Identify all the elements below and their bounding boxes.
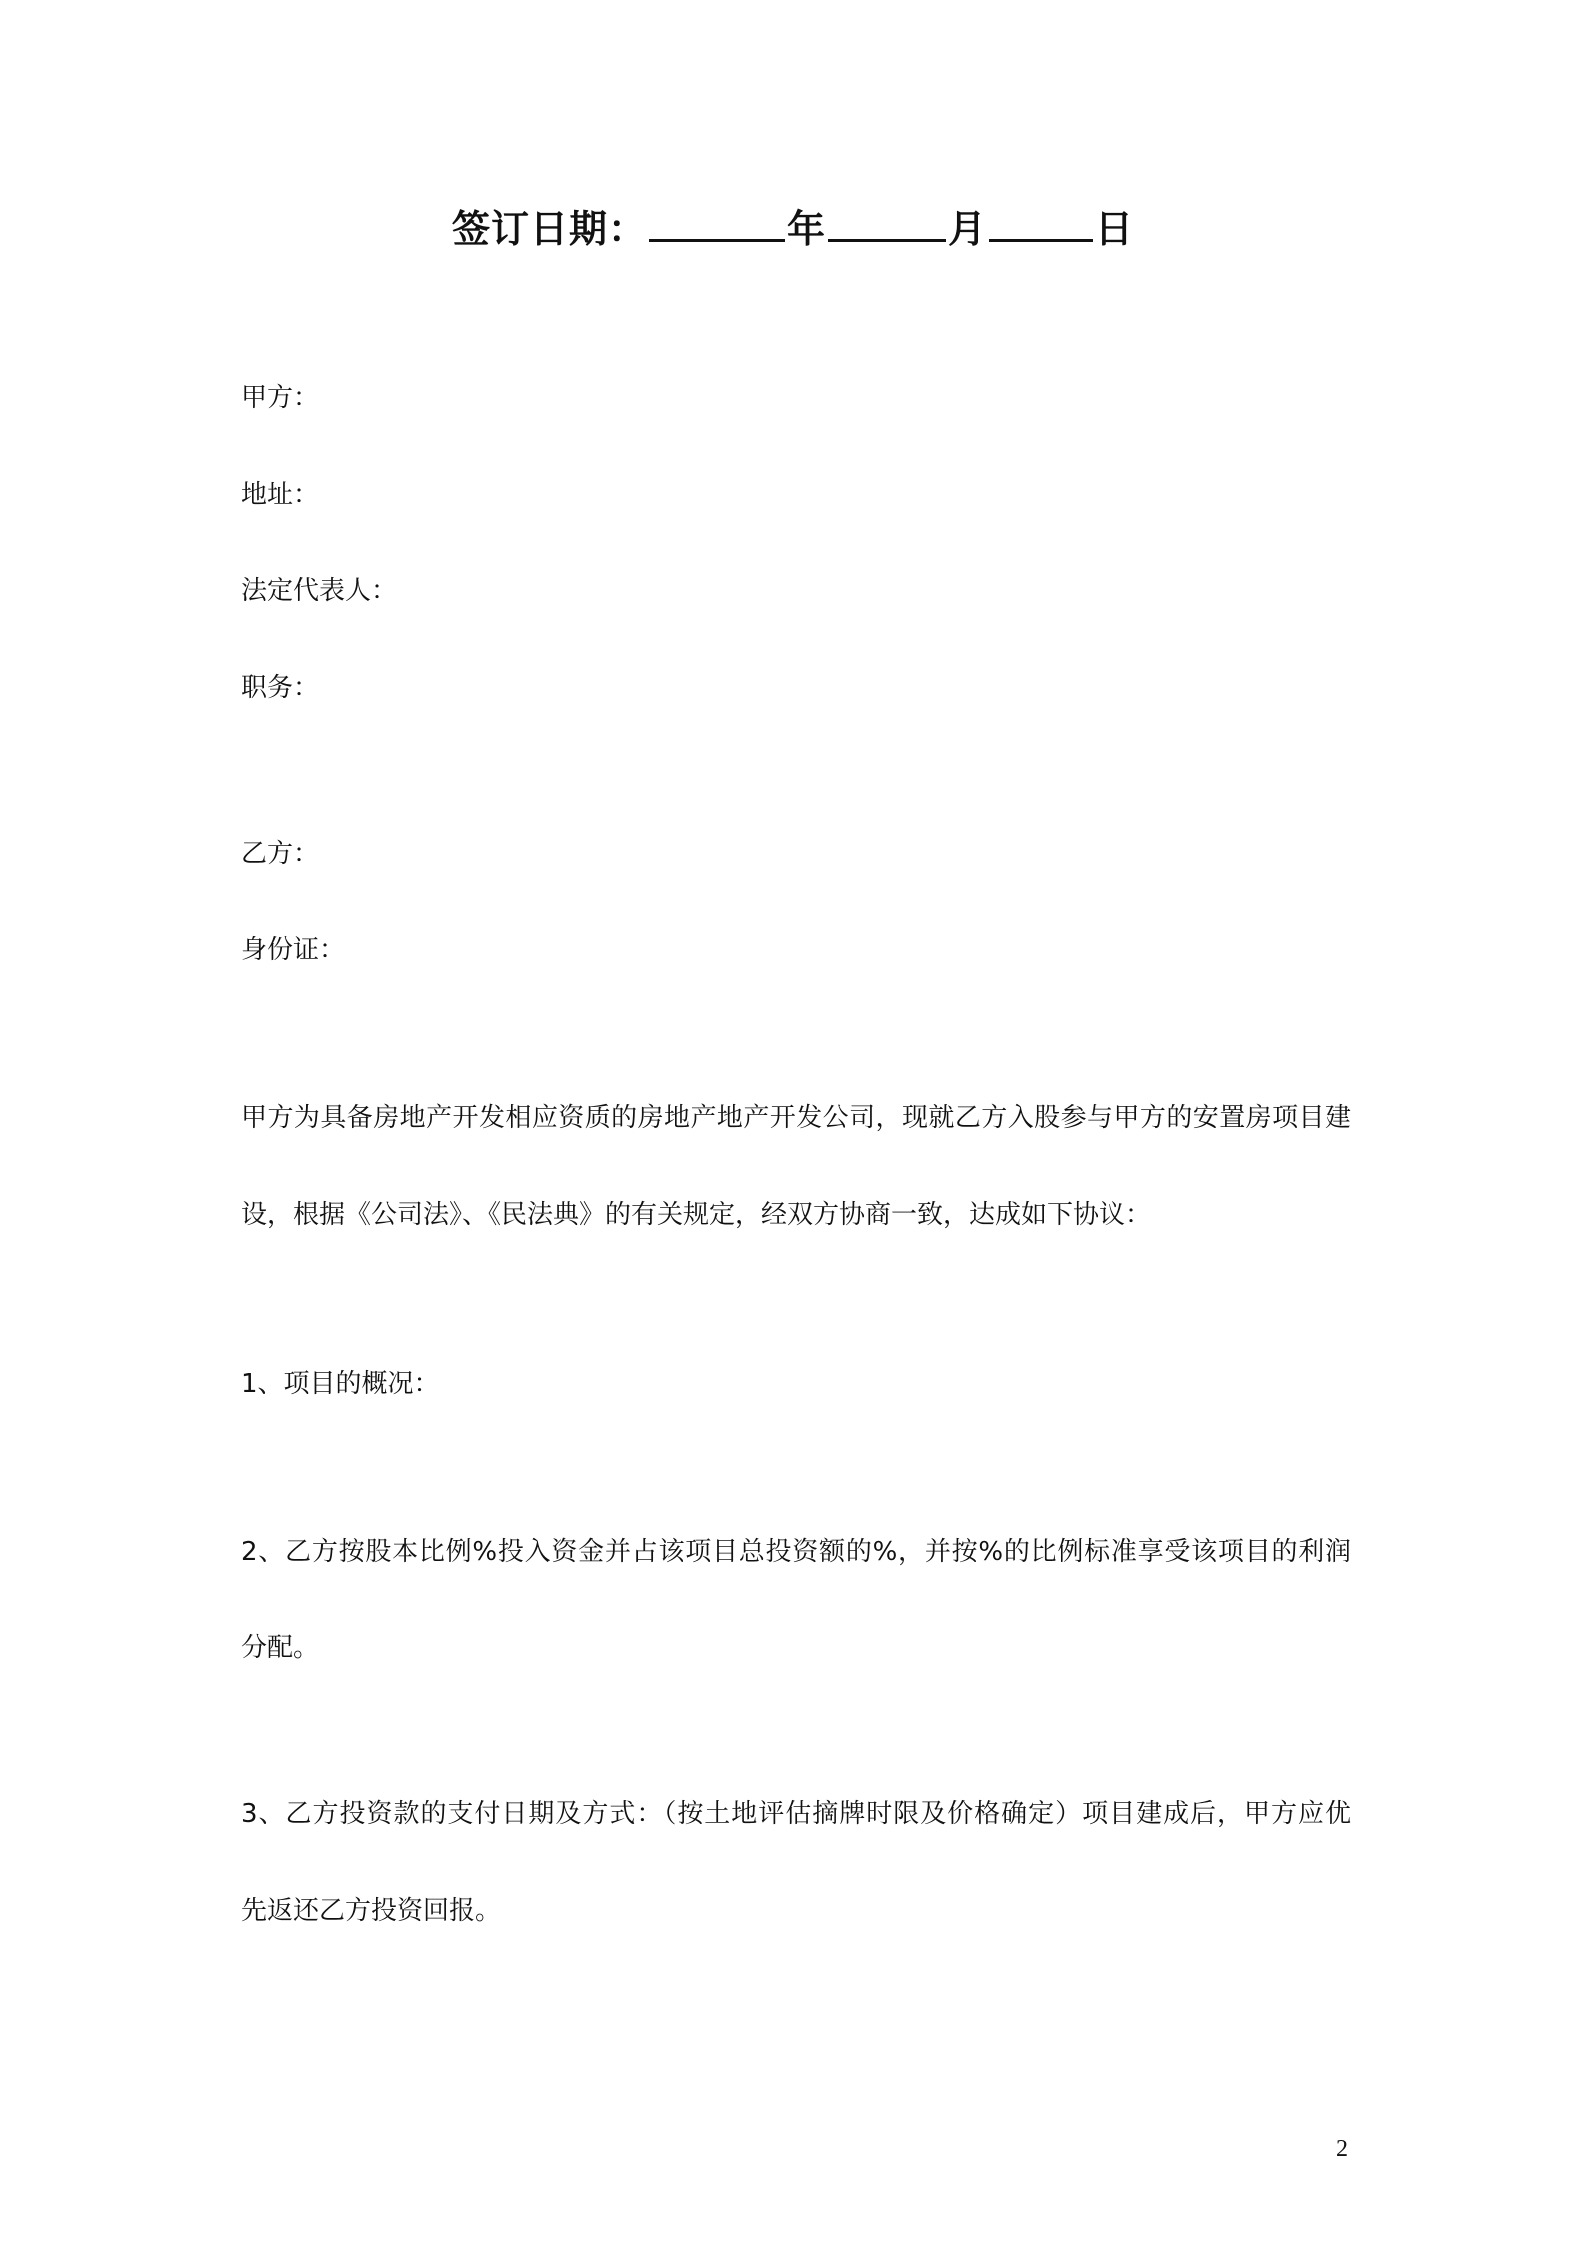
party-a-legal-rep-label: 法定代表人：	[241, 576, 398, 606]
year-label: 年	[786, 207, 826, 251]
party-a-address-label: 地址：	[241, 480, 320, 510]
clause-3-line-2: 先返还乙方投资回报。	[241, 1896, 502, 1926]
day-blank	[989, 205, 1093, 242]
clause-2-line-2: 分配。	[241, 1633, 320, 1663]
day-label: 日	[1095, 207, 1135, 251]
party-a-name-label: 甲方：	[241, 383, 320, 413]
party-a-position-label: 职务：	[241, 673, 320, 703]
month-label: 月	[948, 207, 988, 251]
intro-line-1: 甲方为具备房地产开发相应资质的房地产地产开发公司，现就乙方入股参与甲方的安置房项目建	[241, 1103, 1351, 1133]
clause-1: 1、项目的概况：	[241, 1369, 440, 1399]
signing-date-label: 签订日期：	[451, 207, 647, 251]
clause-2-line-1: 2、乙方按股本比例%投入资金并占该项目总投资额的%，并按%的比例标准享受该项目的利润	[241, 1537, 1351, 1567]
party-b-name-label: 乙方：	[241, 839, 320, 869]
signing-date-title	[0, 198, 1586, 253]
clause-3-line-1: 3、乙方投资款的支付日期及方式：（按土地评估摘牌时限及价格确定）项目建成后，甲方应优	[241, 1799, 1351, 1829]
page-number: 2	[1336, 2136, 1348, 2162]
party-b-id-label: 身份证：	[241, 935, 346, 965]
year-blank	[649, 205, 785, 242]
intro-line-2: 设，根据《公司法》、《民法典》的有关规定，经双方协商一致，达成如下协议：	[241, 1200, 1152, 1230]
month-blank	[828, 205, 946, 242]
